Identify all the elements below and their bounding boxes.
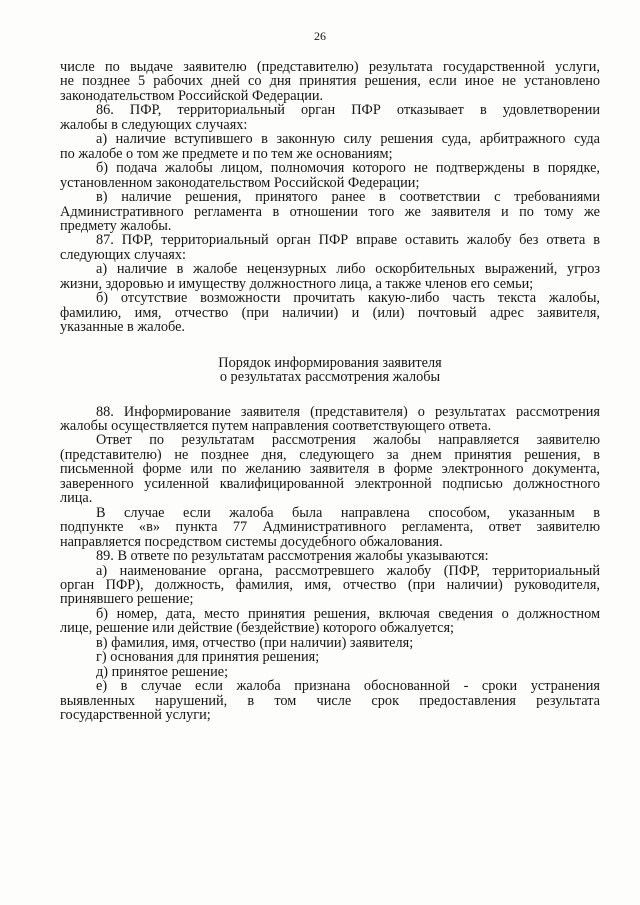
text-line: Ответ по результатам рассмотрения жалобы направляется заявителю [96,432,600,449]
text-line: жалобы в следующих случаях: [60,116,248,133]
paragraph-continuation [60,60,600,103]
text-line: жалобы осуществляется путем направления соответствующего ответа. [60,417,492,434]
document-body [60,60,600,722]
text-line: следующих случаях: [60,246,186,263]
text-line: заверенного усиленной квалифицированной электронной подписью должностного [60,475,600,492]
text-line: (представителю) не позднее дня, следующего за днем принятия решения, в [60,446,600,463]
text-line: Административного регламента в отношении того же заявителя и по тому же [60,203,600,220]
text-line: указанные в жалобе. [60,319,186,336]
paragraph-item-88 [60,405,600,434]
text-line: в) наличие решения, принятого ранее в соответствии с требованиями [96,189,600,206]
paragraph-item-89-g [60,650,600,664]
text-line: лице, решение или действие (бездействие) которого обжалуется; [60,620,454,637]
text-line: письменной форме или по желанию заявителя в форме электронного документа, [60,461,600,478]
text-line: е) в случае если жалоба признана обоснованной - сроки устранения [96,678,600,695]
paragraph-item-86-b [60,161,600,190]
text-line: б) номер, дата, место принятия решения, включая сведения о должностном [96,605,600,622]
text-line: числе по выдаче заявителю (представителю) результата государственной услуги, [60,59,600,75]
text-line: государственной услуги; [60,707,211,724]
spacer [60,335,600,356]
text-line: г) основания для принятия решения; [96,649,320,666]
text-line: направляется посредством системы досудебного обжалования. [60,533,443,550]
text-line: установленном законодательством Российской Федерации; [60,174,420,191]
text-line: б) отсутствие возможности прочитать какую-либо часть текста жалобы, [96,290,600,307]
text-line: лица. [60,490,93,507]
paragraph-item-86 [60,103,600,132]
text-line: жизни, здоровью и имуществу должностного лица, а также членов его семьи; [60,275,534,292]
text-line: а) наименование органа, рассмотревшего жалобу (ПФР, территориальный [96,562,600,579]
text-line: орган ПФР), должность, фамилия, имя, отчество (при наличии) руководителя, [60,576,600,593]
text-line: законодательством Российской Федерации. [60,87,324,104]
paragraph-answer [60,433,600,505]
paragraph-item-86-a [60,132,600,161]
page-number: 26 [314,29,326,43]
text-line: 86. ПФР, территориальный орган ПФР отказывает в удовлетворении [96,102,600,119]
paragraph-item-87-b [60,291,600,334]
paragraph-item-87 [60,233,600,262]
text-line: а) наличие в жалобе нецензурных либо оскорбительных выражений, угроз [96,261,600,278]
text-line: В случае если жалоба была направлена способом, указанным в [96,504,600,521]
paragraph-item-89-v [60,636,600,650]
paragraph-item-87-a [60,262,600,291]
text-line: в) фамилия, имя, отчество (при наличии) заявителя; [96,634,414,651]
text-line: подпункте «в» пункта 77 Административного регламента, ответ заявителю [60,519,600,536]
text-line: не позднее 5 рабочих дней со дня принятия решения, если иное не установлено [60,73,600,90]
heading-line: о результатах рассмотрения жалобы [219,369,441,386]
paragraph-item-89-a [60,564,600,607]
text-line: фамилию, имя, отчество (при наличии) и (или) почтовый адрес заявителя, [60,304,600,321]
paragraph-item-89-b [60,607,600,636]
text-line: по жалобе о том же предмете и по тем же основаниям; [60,145,393,162]
paragraph-item-89-e [60,679,600,722]
text-line: 87. ПФР, территориальный орган ПФР вправе оставить жалобу без ответа в [96,232,600,249]
paragraph-case [60,506,600,549]
text-line: принявшего решение; [60,591,194,608]
heading-line: Порядок информирования заявителя [218,354,442,371]
paragraph-item-86-v [60,190,600,233]
text-line: б) подача жалобы лицом, полномочия которого не подтверждены в порядке, [96,160,600,177]
text-line: 89. В ответе по результатам рассмотрения жалобы указываются: [96,548,489,565]
paragraph-item-89 [60,549,600,563]
section-heading [60,356,600,385]
text-line: выявленных нарушений, в том числе срок предоставления результата [60,692,600,709]
text-line: а) наличие вступившего в законную силу решения суда, арбитражного суда [96,131,600,148]
text-line: д) принятое решение; [96,663,229,680]
text-line: предмету жалобы. [60,217,172,234]
paragraph-item-89-d [60,665,600,679]
text-line: 88. Информирование заявителя (представителя) о результатах рассмотрения [96,403,600,420]
spacer [60,385,600,405]
